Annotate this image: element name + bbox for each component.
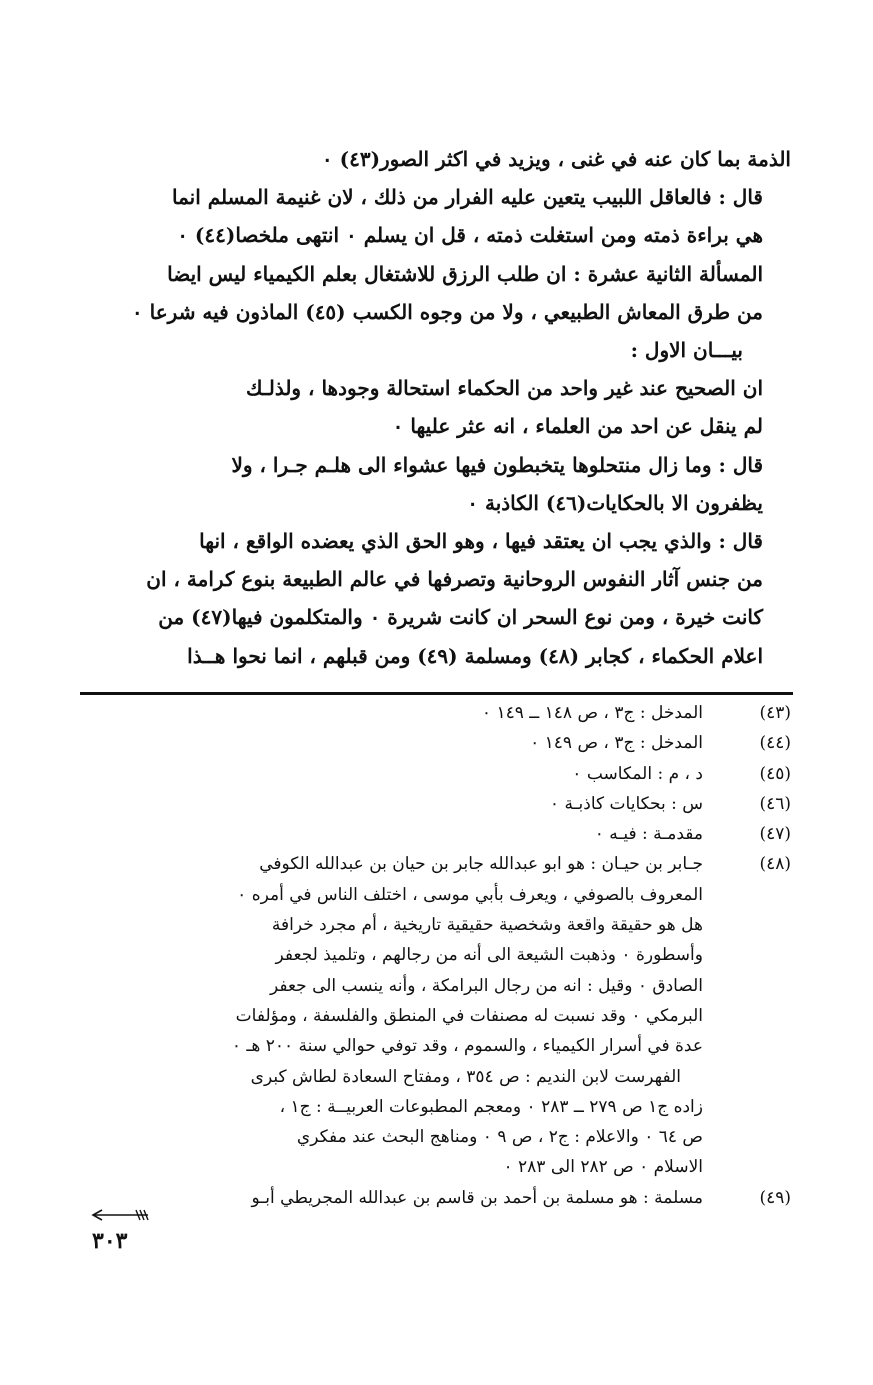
paragraph xyxy=(83,446,791,522)
text-line: بيـــان الاول : xyxy=(630,338,743,363)
text-line: المسألة الثانية عشرة : ان طلب الرزق للاشتغال بعلم الكيمياء ليس ايضا xyxy=(167,261,763,286)
footnote-text: عدة في أسرار الكيمياء ، والسموم ، وقد توفي حوالي سنة ٢٠٠ هـ ٠ xyxy=(231,1036,703,1057)
paragraph xyxy=(83,522,791,675)
footnote-number: (٤٥) xyxy=(759,763,791,784)
footnote-text: د ، م : المكاسب ٠ xyxy=(572,763,703,784)
footnote xyxy=(81,1183,791,1213)
footnote-number: (٤٧) xyxy=(759,824,791,845)
footnote xyxy=(81,849,791,1182)
text-line: قال : وما زال منتحلوها يتخبطون فيها عشواء الى هلـم جـرا ، ولا xyxy=(231,452,763,477)
page-number: ٣٠٣ xyxy=(92,1228,128,1254)
footnote-text: ص ٦٤ ٠ والاعلام : ج٢ ، ص ٩ ٠ ومناهج البحث عند مفكري xyxy=(296,1127,703,1148)
paragraph xyxy=(83,178,791,254)
text-line: من طرق المعاش الطبيعي ، ولا من وجوه الكسب (٤٥) الماذون فيه شرعا ٠ xyxy=(131,299,763,324)
footnote-text: المعروف بالصوفي ، ويعرف بأبي موسى ، اختلف الناس في أمره ٠ xyxy=(237,884,703,905)
footnote-number: (٤٦) xyxy=(759,793,791,814)
footnote-text: وأسطورة ٠ وذهبت الشيعة الى أنه من رجالهم ، وتلميذ لجعفر xyxy=(275,945,703,966)
footnote xyxy=(81,789,791,819)
text-line: هي براءة ذمته ومن استغلت ذمته ، قل ان يسلم ٠ انتهى ملخصا(٤٤) ٠ xyxy=(177,223,763,248)
footnote-text: مسلمة : هو مسلمة بن أحمد بن قاسم بن عبدالله المجريطي أبـو xyxy=(251,1187,703,1208)
section-heading xyxy=(83,331,791,369)
text-line: كانت خيرة ، ومن نوع السحر ان كانت شريرة ٠ والمتكلمون فيها(٤٧) من xyxy=(158,605,763,630)
paragraph xyxy=(83,369,791,445)
paragraph xyxy=(83,255,791,331)
footnote-text: المدخل : ج٣ ، ص ١٤٨ ــ ١٤٩ ٠ xyxy=(481,703,703,723)
footnote-number: (٤٩) xyxy=(759,1187,791,1208)
text-line: من جنس آثار النفوس الروحانية وتصرفها في عالم الطبيعة بنوع كرامة ، ان xyxy=(146,567,763,592)
footnote xyxy=(81,698,791,728)
footnote xyxy=(81,728,791,758)
footnote xyxy=(81,759,791,789)
footnote-text: زاده ج١ ص ٢٧٩ ــ ٢٨٣ ٠ ومعجم المطبوعات العربيــة : ج١ ، xyxy=(279,1096,703,1117)
text-line: اعلام الحكماء ، كجابر (٤٨) ومسلمة (٤٩) ومن قبلهم ، انما نحوا هــذا xyxy=(187,643,763,668)
text-line: يظفرون الا بالحكايات(٤٦) الكاذبة ٠ xyxy=(467,490,763,515)
footnote-text: الفهرست لابن النديم : ص ٣٥٤ ، ومفتاح السعادة لطاش كبرى xyxy=(250,1066,681,1087)
footnote-text: جـابر بن حيـان : هو ابو عبدالله جابر بن حيان بن عبدالله الكوفي xyxy=(259,854,703,875)
footnote-number: (٤٤) xyxy=(759,733,791,754)
footnote-text: الاسلام ٠ ص ٢٨٢ الى ٢٨٣ ٠ xyxy=(503,1157,703,1178)
footnote-text: هل هو حقيقة واقعة وشخصية حقيقية تاريخية ، أم مجرد خرافة xyxy=(271,915,703,936)
footnote-divider xyxy=(80,692,793,695)
text-line: قال : والذي يجب ان يعتقد فيها ، وهو الحق الذي يعضده الواقع ، انها xyxy=(199,529,763,554)
text-line: الذمة بما كان عنه في غنى ، ويزيد في اكثر الصور(٤٣) ٠ xyxy=(321,147,791,171)
footnote xyxy=(81,819,791,849)
continuation-arrow-icon xyxy=(90,1208,150,1222)
footnote-text: البرمكي ٠ وقد نسبت له مصنفات في المنطق والفلسفة ، ومؤلفات xyxy=(235,1005,703,1026)
footnote-number: (٤٣) xyxy=(759,703,791,723)
footnote-text: المدخل : ج٣ ، ص ١٤٩ ٠ xyxy=(530,733,703,754)
text-line: قال : فالعاقل اللبيب يتعين عليه الفرار من ذلك ، لان غنيمة المسلم انما xyxy=(171,185,763,210)
paragraph xyxy=(83,140,791,178)
footnote-text: مقدمـة : فيـه ٠ xyxy=(594,824,703,845)
text-line: لم ينقل عن احد من العلماء ، انه عثر عليها ٠ xyxy=(392,414,763,439)
text-line: ان الصحيح عند غير واحد من الحكماء استحالة وجودها ، ولذلـك xyxy=(246,376,763,401)
footnote-text: الصادق ٠ وقيل : انه من رجال البرامكة ، وأنه ينسب الى جعفر xyxy=(269,975,703,996)
footnote-text: س : بحكايات كاذبـة ٠ xyxy=(549,793,703,814)
footnote-number: (٤٨) xyxy=(759,854,791,875)
footnotes xyxy=(81,698,791,1213)
main-text xyxy=(83,140,791,675)
